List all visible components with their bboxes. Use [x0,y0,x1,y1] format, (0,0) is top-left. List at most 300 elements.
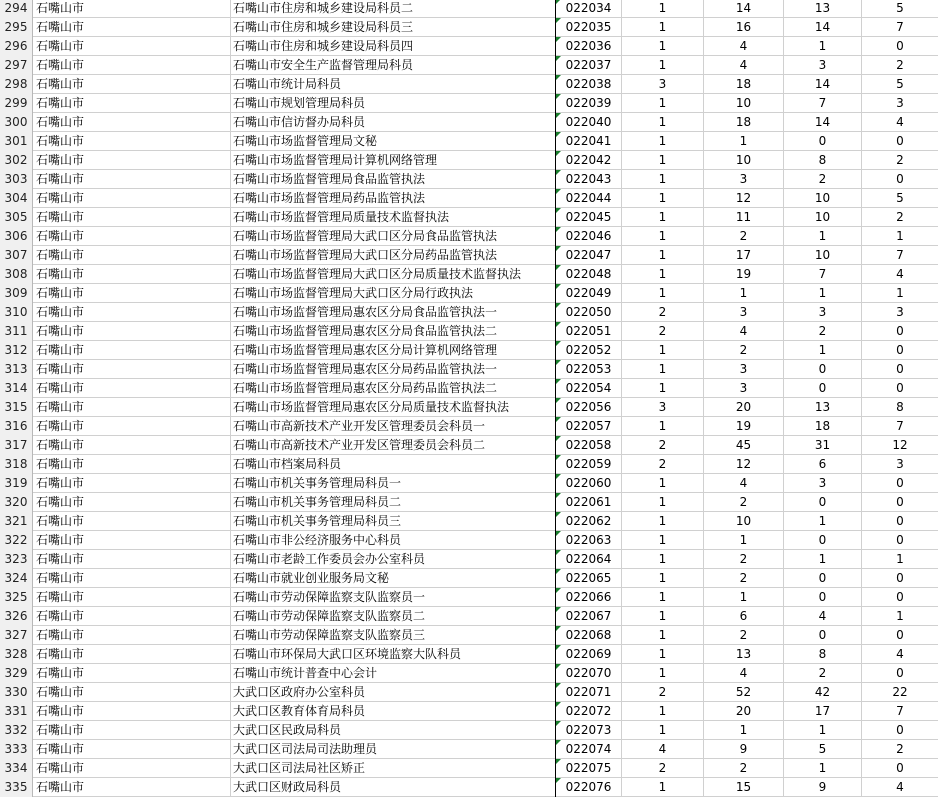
row-header[interactable]: 313 [0,360,33,379]
row-header[interactable]: 324 [0,569,33,588]
cell-count-3[interactable]: 0 [784,531,862,550]
cell-count-4[interactable]: 4 [896,267,904,281]
row-header[interactable]: 317 [0,436,33,455]
cell-city[interactable]: 石嘴山市 [33,18,231,37]
cell-count-1[interactable]: 2 [622,303,704,322]
cell-position[interactable]: 石嘴山市场监督管理局惠农区分局药品监管执法二 [231,379,556,398]
cell-count-3[interactable]: 7 [784,265,862,284]
cell-position[interactable]: 石嘴山市场监督管理局大武口区分局行政执法 [231,284,556,303]
cell-code[interactable]: 022049 [556,284,622,303]
cell-city[interactable]: 石嘴山市 [33,417,231,436]
cell-code[interactable]: 022063 [556,531,622,550]
cell-count-4[interactable]: 4 [896,115,904,129]
cell-count-3[interactable]: 0 [784,493,862,512]
cell-count-2[interactable]: 2 [704,341,784,360]
cell-city[interactable]: 石嘴山市 [33,75,231,94]
row-header[interactable]: 306 [0,227,33,246]
cell-city[interactable]: 石嘴山市 [33,550,231,569]
row-header[interactable]: 328 [0,645,33,664]
cell-count-3[interactable]: 14 [784,18,862,37]
cell-city[interactable]: 石嘴山市 [33,645,231,664]
cell-count-2[interactable]: 1 [704,588,784,607]
cell-count-2[interactable]: 18 [704,75,784,94]
cell-code[interactable]: 022037 [556,56,622,75]
cell-count-3[interactable]: 4 [784,607,862,626]
row-header[interactable]: 331 [0,702,33,721]
cell-code[interactable]: 022071 [556,683,622,702]
row-header[interactable]: 323 [0,550,33,569]
row-header[interactable]: 321 [0,512,33,531]
cell-code[interactable]: 022062 [556,512,622,531]
cell-code[interactable]: 022045 [556,208,622,227]
cell-code[interactable]: 022036 [556,37,622,56]
cell-count-2[interactable]: 4 [704,664,784,683]
cell-count-1[interactable]: 1 [622,132,704,151]
cell-count-4[interactable]: 5 [896,1,904,15]
row-header[interactable]: 304 [0,189,33,208]
cell-count-3[interactable]: 3 [784,474,862,493]
row-header[interactable]: 335 [0,778,33,797]
cell-count-1[interactable]: 1 [622,721,704,740]
cell-count-4[interactable]: 2 [896,210,904,224]
row-header[interactable]: 310 [0,303,33,322]
cell-city[interactable]: 石嘴山市 [33,170,231,189]
cell-code[interactable]: 022041 [556,132,622,151]
cell-code[interactable]: 022067 [556,607,622,626]
cell-position[interactable]: 石嘴山市安全生产监督管理局科员 [231,56,556,75]
cell-count-3[interactable]: 2 [784,322,862,341]
cell-city[interactable]: 石嘴山市 [33,246,231,265]
cell-city[interactable]: 石嘴山市 [33,379,231,398]
cell-city[interactable]: 石嘴山市 [33,436,231,455]
cell-code[interactable]: 022051 [556,322,622,341]
cell-city[interactable]: 石嘴山市 [33,569,231,588]
cell-count-1[interactable]: 1 [622,18,704,37]
cell-city[interactable]: 石嘴山市 [33,493,231,512]
cell-count-1[interactable]: 1 [622,531,704,550]
cell-code[interactable]: 022060 [556,474,622,493]
cell-code[interactable]: 022043 [556,170,622,189]
cell-count-3[interactable]: 0 [784,626,862,645]
cell-code[interactable]: 022065 [556,569,622,588]
row-header[interactable]: 326 [0,607,33,626]
cell-code[interactable]: 022042 [556,151,622,170]
row-header[interactable]: 316 [0,417,33,436]
cell-code[interactable]: 022064 [556,550,622,569]
cell-count-4[interactable]: 2 [896,742,904,756]
row-header[interactable]: 318 [0,455,33,474]
cell-code[interactable]: 022034 [556,0,622,18]
cell-count-3[interactable]: 3 [784,303,862,322]
cell-count-1[interactable]: 1 [622,0,704,18]
cell-count-3[interactable]: 9 [784,778,862,797]
row-header[interactable]: 307 [0,246,33,265]
row-header[interactable]: 319 [0,474,33,493]
cell-count-2[interactable]: 17 [704,246,784,265]
cell-city[interactable]: 石嘴山市 [33,208,231,227]
cell-city[interactable]: 石嘴山市 [33,360,231,379]
cell-count-1[interactable]: 1 [622,588,704,607]
cell-position[interactable]: 石嘴山市规划管理局科员 [231,94,556,113]
cell-count-3[interactable]: 1 [784,284,862,303]
cell-count-1[interactable]: 1 [622,56,704,75]
cell-code[interactable]: 022047 [556,246,622,265]
cell-count-1[interactable]: 1 [622,360,704,379]
cell-position[interactable]: 石嘴山市场监督管理局惠农区分局食品监管执法一 [231,303,556,322]
cell-count-1[interactable]: 2 [622,759,704,778]
cell-position[interactable]: 大武口区司法局社区矫正 [231,759,556,778]
cell-count-3[interactable]: 10 [784,189,862,208]
row-header[interactable]: 309 [0,284,33,303]
cell-code[interactable]: 022072 [556,702,622,721]
cell-position[interactable]: 石嘴山市统计局科员 [231,75,556,94]
cell-position[interactable]: 石嘴山市机关事务管理局科员三 [231,512,556,531]
cell-code[interactable]: 022039 [556,94,622,113]
cell-code[interactable]: 022054 [556,379,622,398]
row-header[interactable]: 334 [0,759,33,778]
cell-position[interactable]: 大武口区财政局科员 [231,778,556,797]
cell-count-1[interactable]: 1 [622,702,704,721]
cell-city[interactable]: 石嘴山市 [33,683,231,702]
cell-count-3[interactable]: 2 [784,664,862,683]
cell-position[interactable]: 石嘴山市信访督办局科员 [231,113,556,132]
cell-position[interactable]: 石嘴山市非公经济服务中心科员 [231,531,556,550]
cell-code[interactable]: 022069 [556,645,622,664]
cell-city[interactable]: 石嘴山市 [33,189,231,208]
cell-city[interactable]: 石嘴山市 [33,759,231,778]
cell-count-4[interactable]: 0 [896,362,904,376]
cell-count-4[interactable]: 22 [892,685,908,699]
cell-count-4[interactable]: 7 [896,704,904,718]
cell-position[interactable]: 石嘴山市劳动保障监察支队监察员三 [231,626,556,645]
cell-city[interactable]: 石嘴山市 [33,265,231,284]
cell-code[interactable]: 022059 [556,455,622,474]
cell-position[interactable]: 石嘴山市劳动保障监察支队监察员一 [231,588,556,607]
cell-count-2[interactable]: 1 [704,132,784,151]
cell-count-2[interactable]: 13 [704,645,784,664]
row-header[interactable]: 322 [0,531,33,550]
cell-count-1[interactable]: 1 [622,208,704,227]
cell-count-1[interactable]: 3 [622,398,704,417]
cell-code[interactable]: 022035 [556,18,622,37]
cell-count-3[interactable]: 0 [784,569,862,588]
cell-count-4[interactable]: 0 [896,666,904,680]
cell-count-4[interactable]: 0 [896,590,904,604]
cell-count-2[interactable]: 19 [704,265,784,284]
cell-count-2[interactable]: 15 [704,778,784,797]
cell-count-3[interactable]: 1 [784,550,862,569]
cell-count-4[interactable]: 0 [896,324,904,338]
cell-count-3[interactable]: 8 [784,645,862,664]
cell-code[interactable]: 022066 [556,588,622,607]
cell-count-2[interactable]: 16 [704,18,784,37]
cell-count-3[interactable]: 2 [784,170,862,189]
row-header[interactable]: 299 [0,94,33,113]
row-header[interactable]: 308 [0,265,33,284]
cell-count-1[interactable]: 2 [622,436,704,455]
cell-count-3[interactable]: 6 [784,455,862,474]
cell-city[interactable]: 石嘴山市 [33,303,231,322]
cell-count-3[interactable]: 0 [784,132,862,151]
cell-count-4[interactable]: 1 [896,609,904,623]
cell-count-2[interactable]: 11 [704,208,784,227]
cell-code[interactable]: 022038 [556,75,622,94]
cell-count-3[interactable]: 14 [784,113,862,132]
cell-city[interactable]: 石嘴山市 [33,0,231,18]
cell-count-4[interactable]: 0 [896,723,904,737]
cell-city[interactable]: 石嘴山市 [33,322,231,341]
cell-city[interactable]: 石嘴山市 [33,531,231,550]
cell-count-1[interactable]: 1 [622,341,704,360]
cell-count-2[interactable]: 20 [704,398,784,417]
cell-count-4[interactable]: 5 [896,77,904,91]
cell-position[interactable]: 石嘴山市场监督管理局计算机网络管理 [231,151,556,170]
cell-position[interactable]: 大武口区教育体育局科员 [231,702,556,721]
cell-count-4[interactable]: 12 [892,438,908,452]
cell-count-1[interactable]: 1 [622,607,704,626]
cell-count-3[interactable]: 7 [784,94,862,113]
cell-count-3[interactable]: 42 [784,683,862,702]
cell-position[interactable]: 大武口区司法局司法助理员 [231,740,556,759]
cell-count-3[interactable]: 1 [784,227,862,246]
cell-count-2[interactable]: 3 [704,379,784,398]
cell-count-1[interactable]: 1 [622,265,704,284]
cell-position[interactable]: 大武口区政府办公室科员 [231,683,556,702]
cell-code[interactable]: 022056 [556,398,622,417]
cell-city[interactable]: 石嘴山市 [33,341,231,360]
cell-city[interactable]: 石嘴山市 [33,56,231,75]
cell-count-4[interactable]: 0 [896,628,904,642]
cell-count-1[interactable]: 1 [622,626,704,645]
cell-count-2[interactable]: 2 [704,569,784,588]
cell-count-1[interactable]: 1 [622,493,704,512]
cell-count-4[interactable]: 0 [896,172,904,186]
cell-count-4[interactable]: 0 [896,381,904,395]
cell-city[interactable]: 石嘴山市 [33,113,231,132]
cell-position[interactable]: 石嘴山市场监督管理局大武口区分局药品监管执法 [231,246,556,265]
cell-city[interactable]: 石嘴山市 [33,284,231,303]
cell-count-4[interactable]: 8 [896,400,904,414]
cell-position[interactable]: 石嘴山市档案局科员 [231,455,556,474]
cell-position[interactable]: 石嘴山市机关事务管理局科员一 [231,474,556,493]
cell-city[interactable]: 石嘴山市 [33,132,231,151]
cell-count-4[interactable]: 0 [896,514,904,528]
cell-count-1[interactable]: 2 [622,683,704,702]
cell-count-1[interactable]: 1 [622,569,704,588]
cell-count-4[interactable]: 4 [896,647,904,661]
cell-city[interactable]: 石嘴山市 [33,588,231,607]
cell-code[interactable]: 022046 [556,227,622,246]
cell-code[interactable]: 022074 [556,740,622,759]
cell-code[interactable]: 022044 [556,189,622,208]
cell-city[interactable]: 石嘴山市 [33,740,231,759]
cell-count-3[interactable]: 8 [784,151,862,170]
cell-count-3[interactable]: 1 [784,721,862,740]
cell-city[interactable]: 石嘴山市 [33,664,231,683]
cell-count-2[interactable]: 1 [704,531,784,550]
cell-count-2[interactable]: 19 [704,417,784,436]
cell-count-2[interactable]: 20 [704,702,784,721]
cell-city[interactable]: 石嘴山市 [33,94,231,113]
cell-count-1[interactable]: 1 [622,37,704,56]
row-header[interactable]: 314 [0,379,33,398]
cell-code[interactable]: 022050 [556,303,622,322]
cell-position[interactable]: 石嘴山市场监督管理局大武口区分局质量技术监督执法 [231,265,556,284]
cell-position[interactable]: 石嘴山市场监督管理局文秘 [231,132,556,151]
cell-count-1[interactable]: 1 [622,512,704,531]
cell-position[interactable]: 石嘴山市场监督管理局药品监管执法 [231,189,556,208]
cell-code[interactable]: 022058 [556,436,622,455]
row-header[interactable]: 330 [0,683,33,702]
cell-count-3[interactable]: 3 [784,56,862,75]
cell-code[interactable]: 022068 [556,626,622,645]
cell-count-1[interactable]: 1 [622,664,704,683]
cell-position[interactable]: 石嘴山市环保局大武口区环境监察大队科员 [231,645,556,664]
cell-count-1[interactable]: 1 [622,94,704,113]
cell-position[interactable]: 石嘴山市住房和城乡建设局科员三 [231,18,556,37]
cell-count-1[interactable]: 1 [622,113,704,132]
cell-count-4[interactable]: 0 [896,343,904,357]
cell-code[interactable]: 022075 [556,759,622,778]
cell-city[interactable]: 石嘴山市 [33,151,231,170]
cell-count-1[interactable]: 3 [622,75,704,94]
cell-city[interactable]: 石嘴山市 [33,607,231,626]
row-header[interactable]: 294 [0,0,33,18]
row-header[interactable]: 295 [0,18,33,37]
cell-count-2[interactable]: 4 [704,56,784,75]
row-header[interactable]: 297 [0,56,33,75]
row-header[interactable]: 320 [0,493,33,512]
cell-count-3[interactable]: 17 [784,702,862,721]
cell-count-4[interactable]: 0 [896,39,904,53]
cell-count-4[interactable]: 3 [896,305,904,319]
cell-position[interactable]: 石嘴山市场监督管理局食品监管执法 [231,170,556,189]
row-header[interactable]: 333 [0,740,33,759]
cell-count-2[interactable]: 45 [704,436,784,455]
cell-count-3[interactable]: 10 [784,208,862,227]
cell-count-3[interactable]: 13 [784,0,862,18]
cell-code[interactable]: 022073 [556,721,622,740]
row-header[interactable]: 312 [0,341,33,360]
cell-position[interactable]: 石嘴山市机关事务管理局科员二 [231,493,556,512]
row-header[interactable]: 327 [0,626,33,645]
cell-count-4[interactable]: 3 [896,96,904,110]
cell-position[interactable]: 石嘴山市高新技术产业开发区管理委员会科员一 [231,417,556,436]
cell-count-4[interactable]: 7 [896,248,904,262]
cell-city[interactable]: 石嘴山市 [33,702,231,721]
cell-count-4[interactable]: 0 [896,533,904,547]
cell-position[interactable]: 石嘴山市场监督管理局惠农区分局计算机网络管理 [231,341,556,360]
cell-count-3[interactable]: 18 [784,417,862,436]
cell-count-2[interactable]: 4 [704,37,784,56]
cell-code[interactable]: 022076 [556,778,622,797]
cell-code[interactable]: 022040 [556,113,622,132]
cell-count-1[interactable]: 1 [622,474,704,493]
cell-count-2[interactable]: 3 [704,360,784,379]
cell-count-4[interactable]: 0 [896,495,904,509]
cell-count-2[interactable]: 18 [704,113,784,132]
cell-count-1[interactable]: 1 [622,189,704,208]
cell-position[interactable]: 大武口区民政局科员 [231,721,556,740]
row-header[interactable]: 301 [0,132,33,151]
cell-count-4[interactable]: 2 [896,58,904,72]
cell-count-2[interactable]: 6 [704,607,784,626]
cell-count-2[interactable]: 2 [704,550,784,569]
cell-count-3[interactable]: 31 [784,436,862,455]
cell-count-1[interactable]: 2 [622,322,704,341]
row-header[interactable]: 302 [0,151,33,170]
cell-city[interactable]: 石嘴山市 [33,227,231,246]
cell-position[interactable]: 石嘴山市场监督管理局质量技术监督执法 [231,208,556,227]
cell-count-3[interactable]: 1 [784,512,862,531]
cell-count-2[interactable]: 2 [704,493,784,512]
cell-code[interactable]: 022061 [556,493,622,512]
cell-count-3[interactable]: 5 [784,740,862,759]
cell-count-2[interactable]: 3 [704,170,784,189]
cell-position[interactable]: 石嘴山市统计普查中心会计 [231,664,556,683]
cell-count-4[interactable]: 4 [896,780,904,794]
cell-count-3[interactable]: 14 [784,75,862,94]
cell-code[interactable]: 022053 [556,360,622,379]
cell-count-4[interactable]: 1 [896,286,904,300]
cell-position[interactable]: 石嘴山市就业创业服务局文秘 [231,569,556,588]
cell-count-4[interactable]: 0 [896,761,904,775]
cell-count-2[interactable]: 1 [704,721,784,740]
cell-count-2[interactable]: 12 [704,189,784,208]
row-header[interactable]: 325 [0,588,33,607]
cell-position[interactable]: 石嘴山市高新技术产业开发区管理委员会科员二 [231,436,556,455]
cell-count-3[interactable]: 13 [784,398,862,417]
cell-count-1[interactable]: 1 [622,170,704,189]
cell-count-2[interactable]: 14 [704,0,784,18]
cell-count-4[interactable]: 3 [896,457,904,471]
cell-count-2[interactable]: 9 [704,740,784,759]
cell-count-3[interactable]: 1 [784,37,862,56]
cell-city[interactable]: 石嘴山市 [33,398,231,417]
cell-position[interactable]: 石嘴山市老龄工作委员会办公室科员 [231,550,556,569]
row-header[interactable]: 303 [0,170,33,189]
cell-count-1[interactable]: 1 [622,151,704,170]
cell-count-2[interactable]: 12 [704,455,784,474]
row-header[interactable]: 329 [0,664,33,683]
cell-count-2[interactable]: 4 [704,474,784,493]
cell-city[interactable]: 石嘴山市 [33,778,231,797]
cell-count-3[interactable]: 0 [784,379,862,398]
cell-count-1[interactable]: 1 [622,550,704,569]
cell-count-4[interactable]: 5 [896,191,904,205]
cell-count-4[interactable]: 0 [896,134,904,148]
row-header[interactable]: 296 [0,37,33,56]
cell-position[interactable]: 石嘴山市场监督管理局惠农区分局质量技术监督执法 [231,398,556,417]
cell-count-4[interactable]: 1 [896,229,904,243]
cell-position[interactable]: 石嘴山市场监督管理局惠农区分局药品监管执法一 [231,360,556,379]
row-header[interactable]: 332 [0,721,33,740]
cell-count-2[interactable]: 10 [704,512,784,531]
cell-position[interactable]: 石嘴山市住房和城乡建设局科员四 [231,37,556,56]
cell-count-2[interactable]: 4 [704,322,784,341]
cell-count-4[interactable]: 1 [896,552,904,566]
cell-count-2[interactable]: 2 [704,759,784,778]
row-header[interactable]: 300 [0,113,33,132]
cell-count-2[interactable]: 52 [704,683,784,702]
cell-code[interactable]: 022052 [556,341,622,360]
cell-count-4[interactable]: 2 [896,153,904,167]
cell-count-3[interactable]: 1 [784,341,862,360]
cell-city[interactable]: 石嘴山市 [33,512,231,531]
cell-position[interactable]: 石嘴山市场监督管理局大武口区分局食品监管执法 [231,227,556,246]
cell-count-1[interactable]: 4 [622,740,704,759]
cell-count-2[interactable]: 1 [704,284,784,303]
